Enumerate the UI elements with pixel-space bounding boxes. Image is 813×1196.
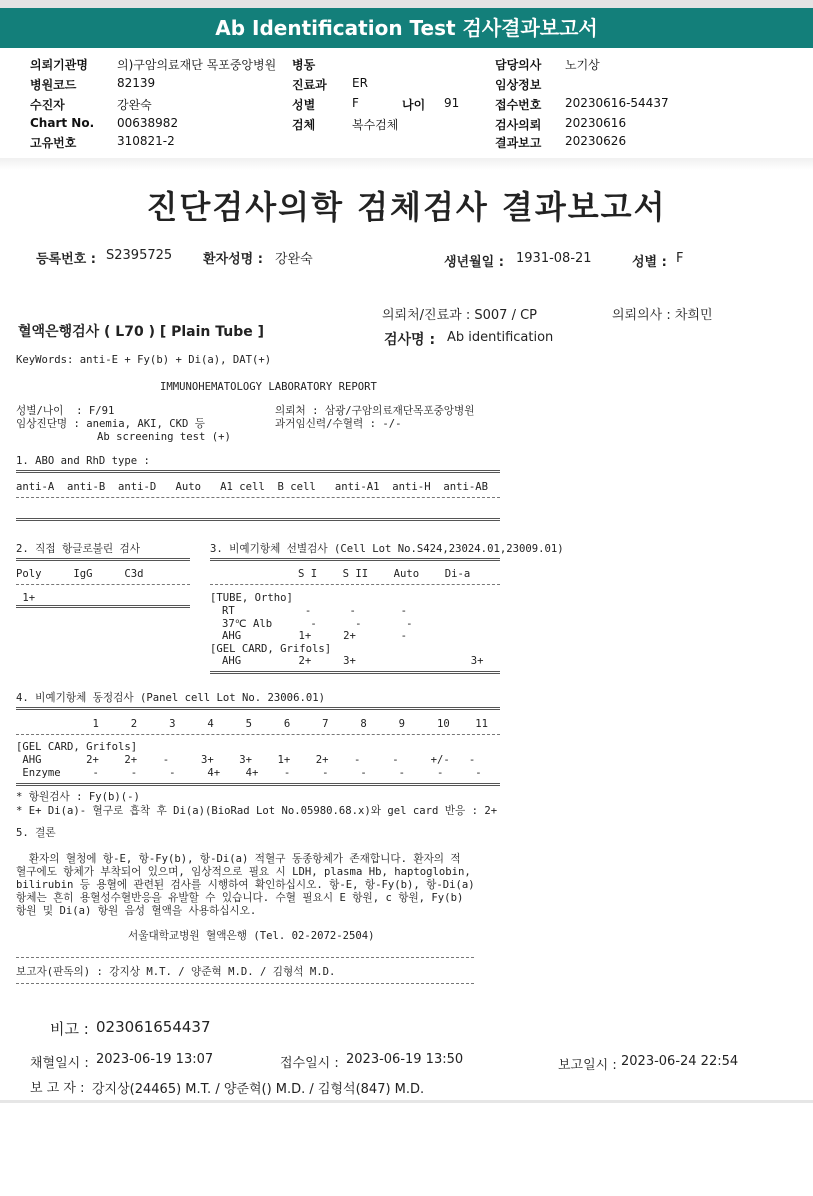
conclusion-line-5: 항원 및 Di(a) 항원 음성 혈액을 사용하십시오.	[16, 905, 257, 917]
lab-report-title: IMMUNOHEMATOLOGY LABORATORY REPORT	[160, 381, 377, 393]
section-3-tube: [TUBE, Ortho]	[210, 592, 293, 604]
top-strip	[0, 0, 813, 8]
label-sex: 성별	[292, 98, 316, 112]
value-sex: F	[352, 96, 359, 110]
patient-name-value: 강완숙	[275, 252, 313, 267]
value-dept: ER	[352, 76, 368, 90]
section-4-ahg-row: AHG 2+ 2+ - 3+ 3+ 1+ 2+ - - +/- -	[16, 754, 476, 766]
label-test-request: 검사의뢰	[495, 118, 542, 132]
collect-time-label: 채혈일시 :	[30, 1056, 89, 1071]
receipt-time-value: 2023-06-19 13:50	[346, 1052, 464, 1067]
requester-dept: 의뢰처/진료과 : S007 / CP	[382, 308, 537, 323]
rule	[210, 671, 500, 674]
sex-label: 성별 :	[632, 255, 667, 270]
value-hospital: 의)구암의료재단 목포중앙병원	[117, 58, 277, 72]
sex-value: F	[676, 251, 684, 266]
section-3-header: S I S II Auto Di-a	[298, 568, 471, 580]
rule	[16, 518, 500, 521]
section-4-enzyme-row: Enzyme - - - 4+ 4+ - - - - - -	[16, 767, 482, 779]
requester-line: 의뢰처 : 삼광/구암의료재단목포중앙병원	[275, 405, 475, 417]
value-doctor: 노기상	[565, 58, 600, 72]
reg-no-value: S2395725	[106, 248, 173, 263]
section-2-header: Poly IgG C3d	[16, 568, 144, 580]
label-ward: 병동	[292, 58, 316, 72]
value-hospital-code: 82139	[117, 76, 156, 90]
antigen-test: * 항원검사 : Fy(b)(-)	[16, 791, 140, 803]
section-4-title: 4. 비예기항체 동정검사 (Panel cell Lot No. 23006.01)	[16, 692, 325, 704]
value-age: 91	[444, 96, 460, 110]
conclusion-line-4: 항체는 흔히 용혈성수혈반응을 유발할 수 있습니다. 수혈 필요시 E 항원, c 항원, Fy(b)	[16, 892, 464, 904]
reporters-line: 보고자(판독의) : 강지상 M.T. / 양준혁 M.D. / 김형석 M.D.	[16, 966, 336, 978]
bottom-divider	[0, 1100, 813, 1103]
label-unique-no: 고유번호	[30, 136, 77, 150]
test-type: 혈액은행검사 ( L70 ) [ Plain Tube ]	[18, 324, 265, 340]
rule	[210, 558, 500, 561]
memo-value: 023061654437	[96, 1018, 211, 1036]
section-3-ahg: AHG 1+ 2+ -	[222, 630, 407, 642]
label-hospital: 의뢰기관명	[30, 58, 88, 72]
dob-label: 생년월일 :	[444, 255, 504, 270]
diagnosis-line: 임상진단명 : anemia, AKI, CKD 등	[16, 418, 205, 430]
memo-label: 비고 :	[50, 1020, 89, 1038]
value-receipt-no: 20230616-54437	[565, 96, 669, 110]
rule	[210, 584, 500, 585]
rule	[16, 584, 190, 585]
label-age: 나이	[402, 98, 426, 112]
section-3-title: 3. 비예기항체 선별검사 (Cell Lot No.S424,23024.01,23009.01)	[210, 543, 564, 555]
test-name-value: Ab identification	[447, 330, 554, 345]
rule	[16, 605, 190, 608]
dob-value: 1931-08-21	[516, 251, 592, 266]
section-1-title: 1. ABO and RhD type :	[16, 455, 150, 467]
report-time-label: 보고일시 :	[558, 1058, 617, 1073]
value-unique-no: 310821-2	[117, 134, 175, 148]
rule	[16, 558, 190, 561]
report-title: 진단검사의학 검체검사 결과보고서	[146, 188, 667, 226]
conclusion-line-2: 혈구에도 항체가 부착되어 있으며, 임상적으로 필요 시 LDH, plasma Hb, haptoglobin,	[16, 866, 471, 878]
section-1-header: anti-A anti-B anti-D Auto A1 cell B cell anti-A1 anti-H anti-AB	[16, 481, 488, 493]
keywords: KeyWords: anti-E + Fy(b) + Di(a), DAT(+)	[16, 354, 272, 366]
section-2-result: 1+	[16, 592, 36, 604]
section-3-alb: 37℃ Alb - - -	[222, 618, 413, 630]
section-4-gel: [GEL CARD, Grifols]	[16, 741, 138, 753]
value-specimen: 복수검체	[352, 118, 399, 132]
section-3-gel-ahg: AHG 2+ 3+ 3+	[222, 655, 484, 667]
value-chart-no: 00638982	[117, 116, 179, 130]
label-receipt-no: 접수번호	[495, 98, 542, 112]
label-chart-no: Chart No.	[30, 116, 95, 130]
rule	[16, 497, 500, 498]
history-line: 과거임신력/수혈력 : -/-	[275, 418, 402, 430]
label-doctor: 담당의사	[495, 58, 542, 72]
collect-time-value: 2023-06-19 13:07	[96, 1052, 214, 1067]
rule	[16, 957, 474, 958]
section-3-rt: RT - - -	[222, 605, 407, 617]
section-4-header: 1 2 3 4 5 6 7 8 9 10 11	[16, 718, 488, 730]
test-name-label: 검사명 :	[384, 332, 436, 348]
section-divider	[0, 158, 813, 170]
rule	[16, 470, 500, 473]
rule	[16, 734, 500, 735]
label-receiver: 수진자	[30, 98, 65, 112]
receipt-time-label: 접수일시 :	[280, 1056, 339, 1071]
label-clinical-info: 임상정보	[495, 78, 542, 92]
label-hospital-code: 병원코드	[30, 78, 77, 92]
adsorption-test: * E+ Di(a)- 혈구로 흡착 후 Di(a)(BioRad Lot No.05980.68.x)와 gel card 반응 : 2+	[16, 805, 498, 817]
section-2-title: 2. 직접 항글로불린 검사	[16, 543, 140, 555]
rule	[16, 707, 500, 710]
conclusion-line-3: bilirubin 등 용혈에 관련된 검사를 시행하여 확인하십시오. 항-E, 항-Fy(b), 항-Di(a)	[16, 879, 475, 891]
report-banner: Ab Identification Test 검사결과보고서	[0, 8, 813, 48]
label-specimen: 검체	[292, 118, 316, 132]
rule	[16, 983, 474, 984]
section-3-gel: [GEL CARD, Grifols]	[210, 643, 332, 655]
value-receiver: 강완숙	[117, 98, 152, 112]
value-test-request: 20230616	[565, 116, 627, 130]
sex-age-line: 성별/나이 : F/91	[16, 405, 115, 417]
reporter-value: 강지상(24465) M.T. / 양준혁() M.D. / 김형석(847) M.D.	[92, 1082, 425, 1097]
patient-name-label: 환자성명 :	[203, 252, 263, 267]
reporter-label: 보 고 자 :	[30, 1081, 85, 1096]
rule	[16, 783, 500, 786]
value-result-report: 20230626	[565, 134, 627, 148]
report-time-value: 2023-06-24 22:54	[621, 1054, 739, 1069]
blood-bank-contact: 서울대학교병원 혈액은행 (Tel. 02-2072-2504)	[128, 930, 375, 942]
reg-no-label: 등록번호 :	[36, 252, 96, 267]
requester-doctor: 의뢰의사 : 차희민	[612, 308, 713, 323]
label-result-report: 결과보고	[495, 136, 542, 150]
section-5-title: 5. 결론	[16, 827, 56, 839]
label-dept: 진료과	[292, 78, 327, 92]
conclusion-line-1: 환자의 혈청에 항-E, 항-Fy(b), 항-Di(a) 적혈구 동종항체가 존재합니다. 환자의 적	[16, 853, 461, 865]
diagnosis-line-2: Ab screening test (+)	[97, 431, 231, 443]
